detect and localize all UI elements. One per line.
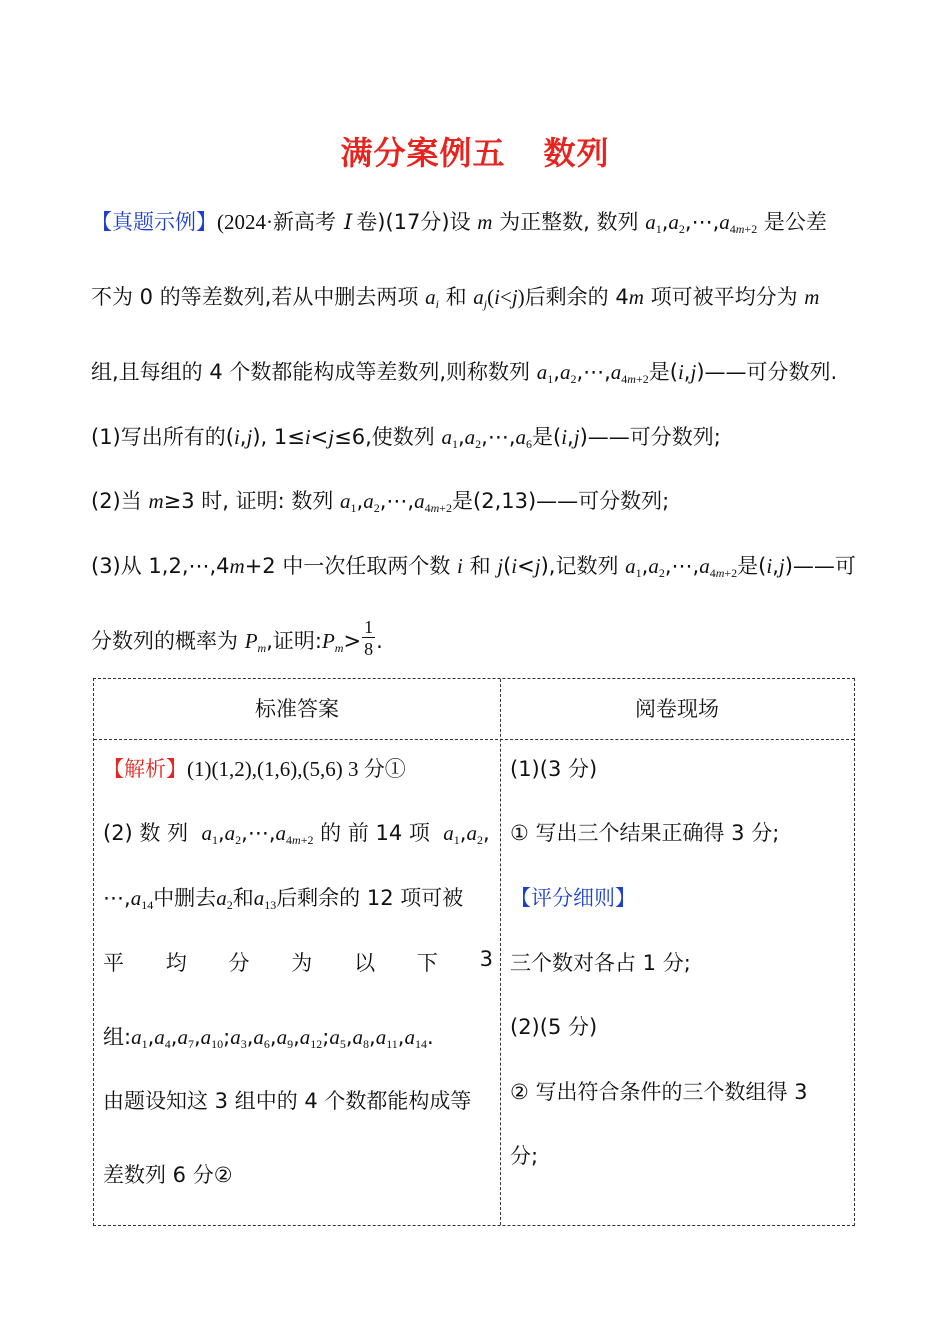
answer-row-7: 差数列 6 分② — [103, 1163, 233, 1187]
problem-line-1: 【真题示例】(2024·新高考 Ⅰ 卷)(17分)设 m 为正整数, 数列 $a_1,a_2,\cdots,a_{4m+2}$ 是公差 — [91, 210, 827, 236]
standard-answer-cell — [103, 739, 495, 1225]
header-grading: 阅卷现场 — [635, 697, 719, 721]
problem-line-2: 不为 0 的等差数列,若从中删去两项 $a_i$ 和 $a_j(i<j)$后剩余的 4m 项可被平均分为 m — [91, 285, 820, 311]
header-standard-answer: 标准答案 — [255, 697, 339, 721]
question-1: (1)写出所有的(i,j), 1≤i<j≤6,使数列 $a_1,a_2,\cdots,a_6$是(i,j)——可分数列; — [91, 425, 721, 451]
grading-row-6: ② 写出符合条件的三个数组得 3 — [510, 1080, 808, 1104]
answer-row-2: (2) 数 列 $a_1,a_2,\cdots,a_{4m+2}$ 的 前 14 项 $a_1,a_2$, — [103, 821, 490, 847]
problem-tag: 【真题示例】 — [91, 210, 217, 234]
grading-row-5: (2)(5 分) — [510, 1015, 598, 1039]
answer-row-4: 平 均 分 为 以 下 3 — [103, 947, 493, 975]
answer-row-3: $\cdots,a_{14}$中删去$a_2$和$a_{13}$后剩余的 12 项可被 — [103, 886, 464, 912]
question-2: (2)当 m≥3 时, 证明: 数列 $a_1,a_2,\cdots,a_{4m+2}$是(2,13)——可分数列; — [91, 489, 670, 515]
grading-row-1: (1)(3 分) — [510, 757, 598, 781]
grading-cell — [510, 739, 850, 1225]
page-title: 满分案例五 数列 — [340, 134, 610, 172]
question-3-line-1: (3)从 1,2,⋯,4m+2 中一次任取两个数 i 和 j(i<j),记数列 $a_1,a_2,\cdots,a_{4m+2}$是(i,j)——可 — [91, 554, 856, 580]
answer-row-1: 【解析】(1)(1,2),(1,6),(5,6) 3 分① — [103, 757, 406, 781]
question-3-line-2: 分数列的概率为 $P_m$,证明$:P_m>$ $\frac{1}{8}$ . — [91, 617, 383, 659]
problem-line-3: 组,且每组的 4 个数都能构成等差数列,则称数列 $a_1,a_2,\cdots,a_{4m+2}$是(i,j)——可分数列. — [91, 360, 838, 386]
answer-row-6: 由题设知这 3 组中的 4 个数都能构成等 — [103, 1089, 472, 1113]
analysis-tag: 【解析】 — [103, 757, 187, 781]
grading-row-2: ① 写出三个结果正确得 3 分; — [510, 821, 780, 845]
fraction: $\frac{1}{8}$ — [364, 617, 374, 659]
grading-row-7: 分; — [510, 1144, 539, 1168]
answer-row-5: 组$:a_1,a_4,a_7,a_{10};a_3,a_6,a_9,a_{12};a_5,a_8,a_{11},a_{14}$. — [103, 1025, 434, 1051]
scoring-rules-tag: 【评分细则】 — [510, 886, 636, 910]
grading-row-4: 三个数对各占 1 分; — [510, 951, 691, 975]
answer-table — [93, 678, 855, 1226]
